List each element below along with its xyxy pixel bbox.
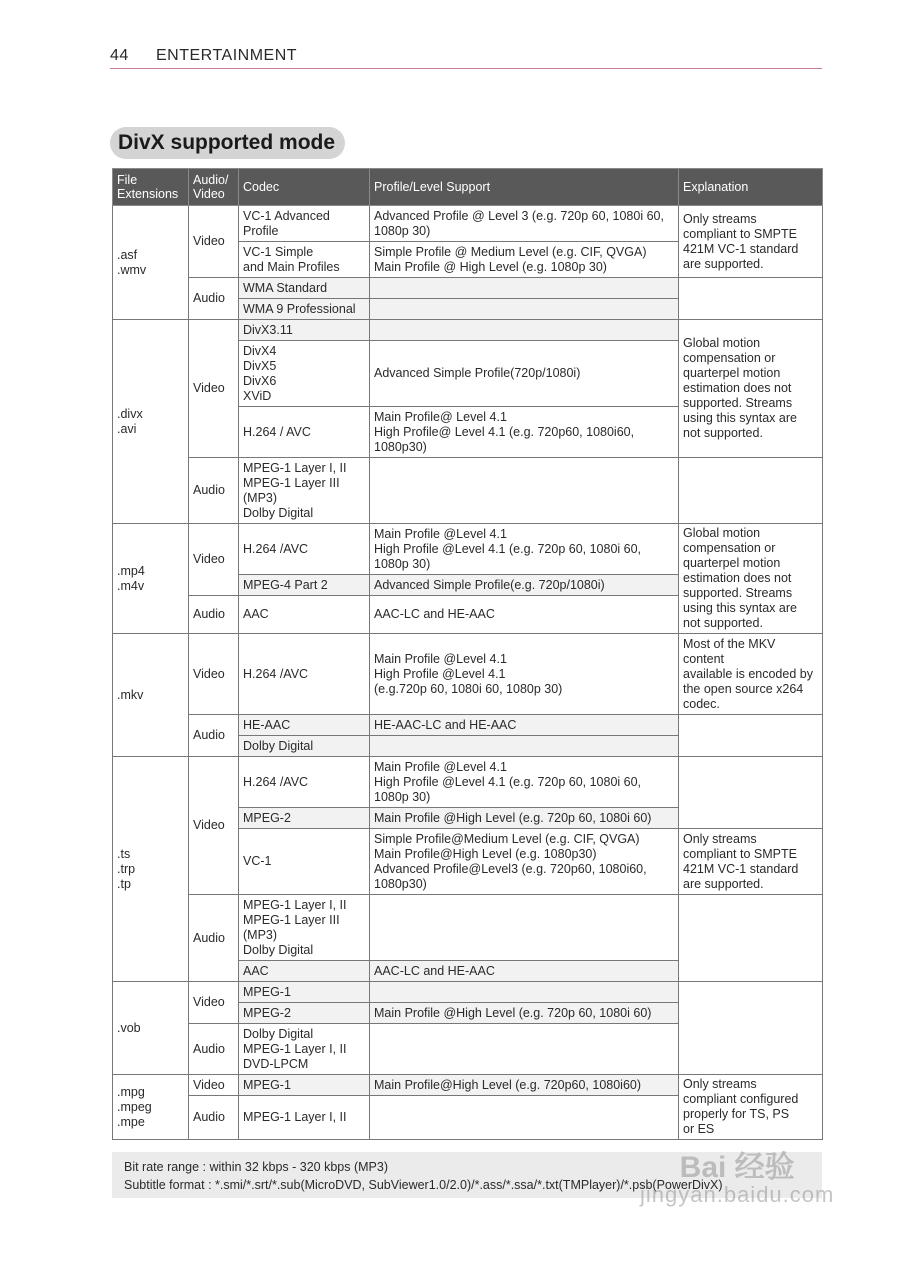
cell-av: Video	[189, 206, 239, 278]
cell-av: Video	[189, 524, 239, 596]
cell-explanation: Global motion compensation or quarterpel motion estimation does not supported. Streams using this syntax are not supported.	[679, 524, 823, 634]
page-header	[110, 44, 822, 69]
table-header-row	[113, 169, 823, 206]
cell-codec: Dolby Digital MPEG-1 Layer I, II DVD-LPCM	[239, 1024, 370, 1075]
cell-profile: AAC-LC and HE-AAC	[370, 961, 679, 982]
cell-explanation	[679, 715, 823, 757]
cell-av: Audio	[189, 458, 239, 524]
cell-explanation	[679, 278, 823, 320]
col-audio-video: Audio/ Video	[189, 169, 239, 206]
cell-codec: H.264 / AVC	[239, 407, 370, 458]
cell-codec: H.264 /AVC	[239, 634, 370, 715]
cell-codec: MPEG-1	[239, 1075, 370, 1096]
table-row	[113, 206, 823, 242]
cell-codec: MPEG-1 Layer I, II MPEG-1 Layer III (MP3) Dolby Digital	[239, 458, 370, 524]
cell-codec: AAC	[239, 596, 370, 634]
cell-extension: .mpg .mpeg .mpe	[113, 1075, 189, 1140]
cell-profile: Advanced Simple Profile(e.g. 720p/1080i)	[370, 575, 679, 596]
col-codec: Codec	[239, 169, 370, 206]
cell-codec: MPEG-4 Part 2	[239, 575, 370, 596]
cell-codec: AAC	[239, 961, 370, 982]
page-title: DivX supported mode	[110, 127, 345, 159]
cell-profile: Main Profile@ Level 4.1 High Profile@ Level 4.1 (e.g. 720p60, 1080i60, 1080p30)	[370, 407, 679, 458]
cell-profile: Main Profile @Level 4.1 High Profile @Level 4.1 (e.g. 720p 60, 1080i 60, 1080p 30)	[370, 524, 679, 575]
watermark-brand: Bai 经验	[679, 1151, 795, 1184]
cell-explanation	[679, 458, 823, 524]
cell-explanation: Only streams compliant configured properly for TS, PS or ES	[679, 1075, 823, 1140]
cell-extension: .vob	[113, 982, 189, 1075]
cell-profile: Simple Profile @ Medium Level (e.g. CIF, QVGA) Main Profile @ High Level (e.g. 1080p 30)	[370, 242, 679, 278]
bitrate-note: Bit rate range : within 32 kbps - 320 kbps (MP3)	[124, 1160, 389, 1174]
cell-profile	[370, 458, 679, 524]
cell-av: Audio	[189, 596, 239, 634]
cell-profile: Advanced Simple Profile(720p/1080i)	[370, 341, 679, 407]
cell-av: Video	[189, 757, 239, 895]
divx-supported-table	[112, 168, 823, 1140]
cell-codec: WMA Standard	[239, 278, 370, 299]
section-title: ENTERTAINMENT	[156, 47, 298, 64]
cell-codec: H.264 /AVC	[239, 524, 370, 575]
table-row	[113, 982, 823, 1003]
cell-profile	[370, 982, 679, 1003]
cell-profile: Main Profile @Level 4.1 High Profile @Level 4.1 (e.g.720p 60, 1080i 60, 1080p 30)	[370, 634, 679, 715]
cell-codec: VC-1 Simple and Main Profiles	[239, 242, 370, 278]
cell-explanation: Most of the MKV content available is encoded by the open source x264 codec.	[679, 634, 823, 715]
cell-codec: MPEG-1	[239, 982, 370, 1003]
cell-codec: VC-1	[239, 829, 370, 895]
cell-extension: .ts .trp .tp	[113, 757, 189, 982]
cell-profile: Simple Profile@Medium Level (e.g. CIF, QVGA) Main Profile@High Level (e.g. 1080p30) Advanced Profile@Level3 (e.g. 720p60, 1080i60, 1080p30)	[370, 829, 679, 895]
cell-profile	[370, 1024, 679, 1075]
cell-codec: DivX3.11	[239, 320, 370, 341]
col-explanation: Explanation	[679, 169, 823, 206]
cell-extension: .mkv	[113, 634, 189, 757]
cell-explanation	[679, 982, 823, 1075]
cell-profile	[370, 320, 679, 341]
cell-codec: MPEG-2	[239, 1003, 370, 1024]
cell-explanation: Only streams compliant to SMPTE 421M VC-1 standard are supported.	[679, 829, 823, 895]
cell-profile: Main Profile @High Level (e.g. 720p 60, 1080i 60)	[370, 1003, 679, 1024]
table-row	[113, 524, 823, 575]
cell-codec: MPEG-2	[239, 808, 370, 829]
page-number: 44	[110, 47, 129, 64]
table-row	[113, 1075, 823, 1096]
cell-codec: WMA 9 Professional	[239, 299, 370, 320]
table-row	[113, 895, 823, 961]
cell-explanation: Global motion compensation or quarterpel motion estimation does not supported. Streams using this syntax are not supported.	[679, 320, 823, 458]
cell-av: Audio	[189, 1024, 239, 1075]
cell-av: Video	[189, 320, 239, 458]
table-row	[113, 757, 823, 808]
cell-profile: AAC-LC and HE-AAC	[370, 596, 679, 634]
cell-codec: DivX4 DivX5 DivX6 XViD	[239, 341, 370, 407]
cell-profile	[370, 895, 679, 961]
cell-codec: H.264 /AVC	[239, 757, 370, 808]
cell-extension: .asf .wmv	[113, 206, 189, 320]
watermark-url: jingyan.baidu.com	[640, 1182, 835, 1207]
cell-codec: HE-AAC	[239, 715, 370, 736]
watermark	[640, 1142, 834, 1208]
table-row	[113, 634, 823, 715]
cell-extension: .divx .avi	[113, 320, 189, 524]
col-profile-level: Profile/Level Support	[370, 169, 679, 206]
cell-profile: Main Profile@High Level (e.g. 720p60, 1080i60)	[370, 1075, 679, 1096]
cell-profile	[370, 278, 679, 299]
cell-profile: Main Profile @High Level (e.g. 720p 60, 1080i 60)	[370, 808, 679, 829]
table-row	[113, 278, 823, 299]
cell-profile	[370, 736, 679, 757]
table-row	[113, 320, 823, 341]
cell-explanation: Only streams compliant to SMPTE 421M VC-1 standard are supported.	[679, 206, 823, 278]
col-file-extensions: File Extensions	[113, 169, 189, 206]
cell-extension: .mp4 .m4v	[113, 524, 189, 634]
subtitle-note: Subtitle format : *.smi/*.srt/*.sub(MicroDVD, SubViewer1.0/2.0)/*.ass/*.ssa/*.txt(TMPlayer)/*.psb(PowerDivX)	[124, 1178, 723, 1192]
cell-profile	[370, 299, 679, 320]
cell-profile: Main Profile @Level 4.1 High Profile @Level 4.1 (e.g. 720p 60, 1080i 60, 1080p 30)	[370, 757, 679, 808]
cell-av: Audio	[189, 895, 239, 982]
cell-explanation	[679, 757, 823, 829]
table-row	[113, 458, 823, 524]
cell-explanation	[679, 895, 823, 982]
cell-av: Video	[189, 982, 239, 1024]
cell-av: Audio	[189, 278, 239, 320]
cell-codec: Dolby Digital	[239, 736, 370, 757]
cell-av: Video	[189, 634, 239, 715]
cell-av: Audio	[189, 715, 239, 757]
cell-codec: VC-1 Advanced Profile	[239, 206, 370, 242]
cell-av: Video	[189, 1075, 239, 1096]
cell-profile: Advanced Profile @ Level 3 (e.g. 720p 60, 1080i 60, 1080p 30)	[370, 206, 679, 242]
table-row	[113, 715, 823, 736]
cell-profile: HE-AAC-LC and HE-AAC	[370, 715, 679, 736]
cell-codec: MPEG-1 Layer I, II	[239, 1096, 370, 1140]
cell-profile	[370, 1096, 679, 1140]
cell-av: Audio	[189, 1096, 239, 1140]
cell-codec: MPEG-1 Layer I, II MPEG-1 Layer III (MP3) Dolby Digital	[239, 895, 370, 961]
